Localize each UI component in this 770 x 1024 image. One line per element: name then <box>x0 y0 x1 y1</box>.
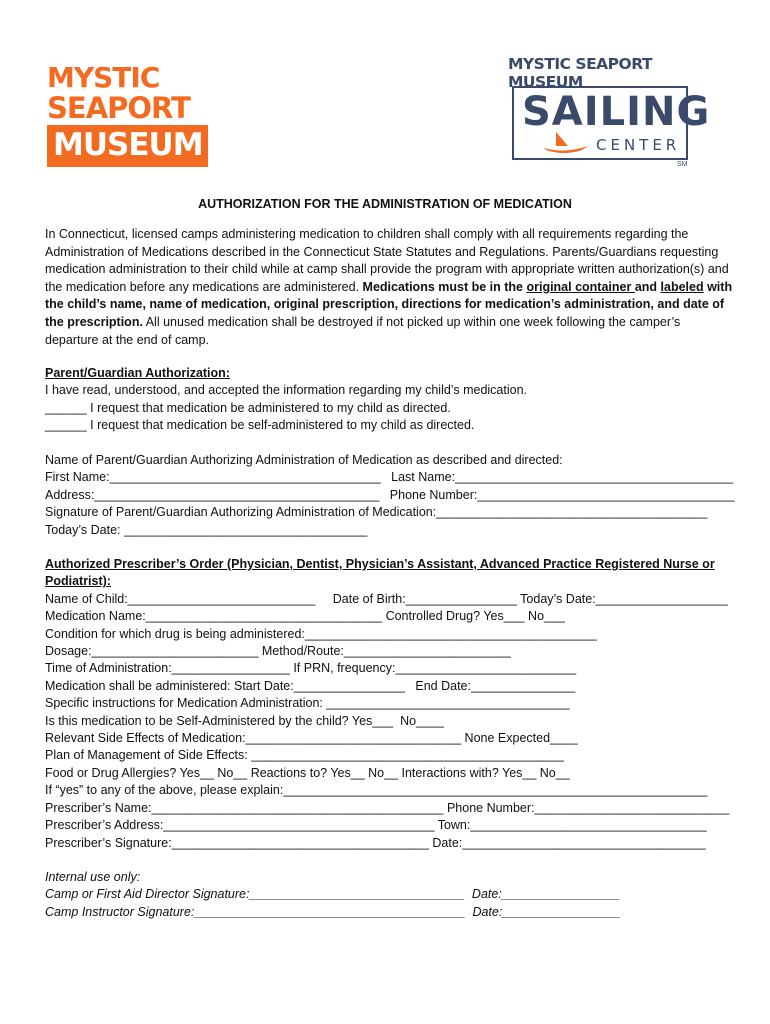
intro-bold-1: Medications must be in the <box>362 279 527 294</box>
prescriber-field-line[interactable]: Plan of Management of Side Effects: _____________________________________________ <box>45 748 564 763</box>
form-title: AUTHORIZATION FOR THE ADMINISTRATION OF MEDICATION <box>198 197 572 211</box>
instructor-signature-field[interactable]: Camp Instructor Signature:_______________________________________ Date:_________________ <box>45 904 621 919</box>
guardian-section <box>45 365 735 435</box>
sailboat-icon <box>542 132 592 154</box>
intro-bold-2: and <box>634 279 661 294</box>
prescriber-heading: Authorized Prescriber’s Order (Physician, Dentist, Physician’s Assistant, Advanced Practice Registered Nurse or Podiatrist): <box>45 557 715 589</box>
intro-bold-underline-1: original container <box>526 279 635 294</box>
guardian-date-field[interactable]: Today’s Date: ___________________________________ <box>45 522 368 537</box>
prescriber-field-line[interactable]: Food or Drug Allergies? Yes__ No__ Reactions to? Yes__ No__ Interactions with? Yes__ No__ <box>45 765 570 780</box>
self-administer-request-line[interactable]: ______ I request that medication be self-administered to my child as directed. <box>45 418 475 433</box>
director-signature-field[interactable]: Camp or First Aid Director Signature:_______________________________ Date:_________________ <box>45 887 620 902</box>
intro-paragraph <box>45 226 735 349</box>
prescriber-field-line[interactable]: Specific instructions for Medication Administration: ___________________________________ <box>45 696 570 711</box>
prescriber-field-line[interactable]: Prescriber’s Name:__________________________________________ Phone Number:____________________________ <box>45 800 730 815</box>
names-intro: Name of Parent/Guardian Authorizing Administration of Medication as described and directed: <box>45 453 563 467</box>
guardian-acknowledgement: I have read, understood, and accepted the information regarding my child’s medication. <box>45 383 528 398</box>
administer-request-line[interactable]: ______ I request that medication be administered to my child as directed. <box>45 400 451 415</box>
intro-bold-underline-2: labeled <box>660 279 704 294</box>
intro-bold-3: with the child’s name, name of medication, original prescription, directions for medication’s administration, and date of the prescription. <box>45 279 733 329</box>
logo-line-1: MYSTIC <box>47 61 160 94</box>
service-mark: SM <box>677 161 688 168</box>
prescriber-field-line[interactable]: Time of Administration:_________________ If PRN, frequency:__________________________ <box>45 661 577 676</box>
prescriber-field-line[interactable]: Relevant Side Effects of Medication:_______________________________ None Expected____ <box>45 731 578 746</box>
prescriber-field-line[interactable]: Prescriber’s Signature:_____________________________________ Date:___________________________________ <box>45 835 706 850</box>
sailing-center-logo <box>512 86 711 160</box>
prescriber-field-line[interactable]: If “yes” to any of the above, please explain:_____________________________________________________________ <box>45 783 708 798</box>
guardian-signature-field[interactable]: Signature of Parent/Guardian Authorizing Administration of Medication:_______________________________________ <box>45 505 708 520</box>
prescriber-field-line[interactable]: Medication shall be administered: Start Date:________________ End Date:_______________ <box>45 678 576 693</box>
internal-heading: Internal use only: <box>45 870 141 884</box>
guardian-heading: Parent/Guardian Authorization: <box>45 366 230 380</box>
logo-line-2: SEAPORT <box>47 91 190 125</box>
prescriber-field-line[interactable]: Is this medication to be Self-Administered by the child? Yes___ No____ <box>45 713 444 728</box>
prescriber-field-line[interactable]: Medication Name:__________________________________ Controlled Drug? Yes___ No___ <box>45 609 565 624</box>
address-phone-field[interactable]: Address:_________________________________________ Phone Number:_____________________________________ <box>45 487 735 502</box>
internal-use-section <box>45 869 735 921</box>
intro-text-2: All unused medication shall be destroyed if not picked up within one week following the camper’s departure at the end of camp. <box>45 314 681 347</box>
prescriber-field-line[interactable]: Dosage:________________________ Method/Route:________________________ <box>45 644 511 659</box>
guardian-names-section <box>45 452 735 539</box>
prescriber-section <box>45 556 735 852</box>
prescriber-field-line[interactable]: Prescriber’s Address:_______________________________________ Town:__________________________________ <box>45 818 707 833</box>
center-word: CENTER <box>596 136 681 154</box>
museum-name: MYSTIC SEAPORT MUSEUM <box>508 55 653 91</box>
first-last-name-field[interactable]: First Name:_______________________________________ Last Name:________________________________________ <box>45 470 734 485</box>
sailing-word: SAILING <box>522 89 711 135</box>
logo-line-3: MUSEUM <box>47 125 208 167</box>
prescriber-field-line[interactable]: Condition for which drug is being administered:__________________________________________ <box>45 626 597 641</box>
prescriber-field-line[interactable]: Name of Child:___________________________ Date of Birth:________________ Today’s Date:___________________ <box>45 591 728 606</box>
intro-text-1: In Connecticut, licensed camps administering medication to children shall comply with all requirements regarding the Administration of Medications described in the Connecticut State Statutes and Regulations. Parents/Guardians requesting medication administration to their child while at camp shall provide the program with appropriate written authorization(s) and the medication before any medications are administered. <box>45 227 729 294</box>
mystic-seaport-logo <box>47 61 203 167</box>
